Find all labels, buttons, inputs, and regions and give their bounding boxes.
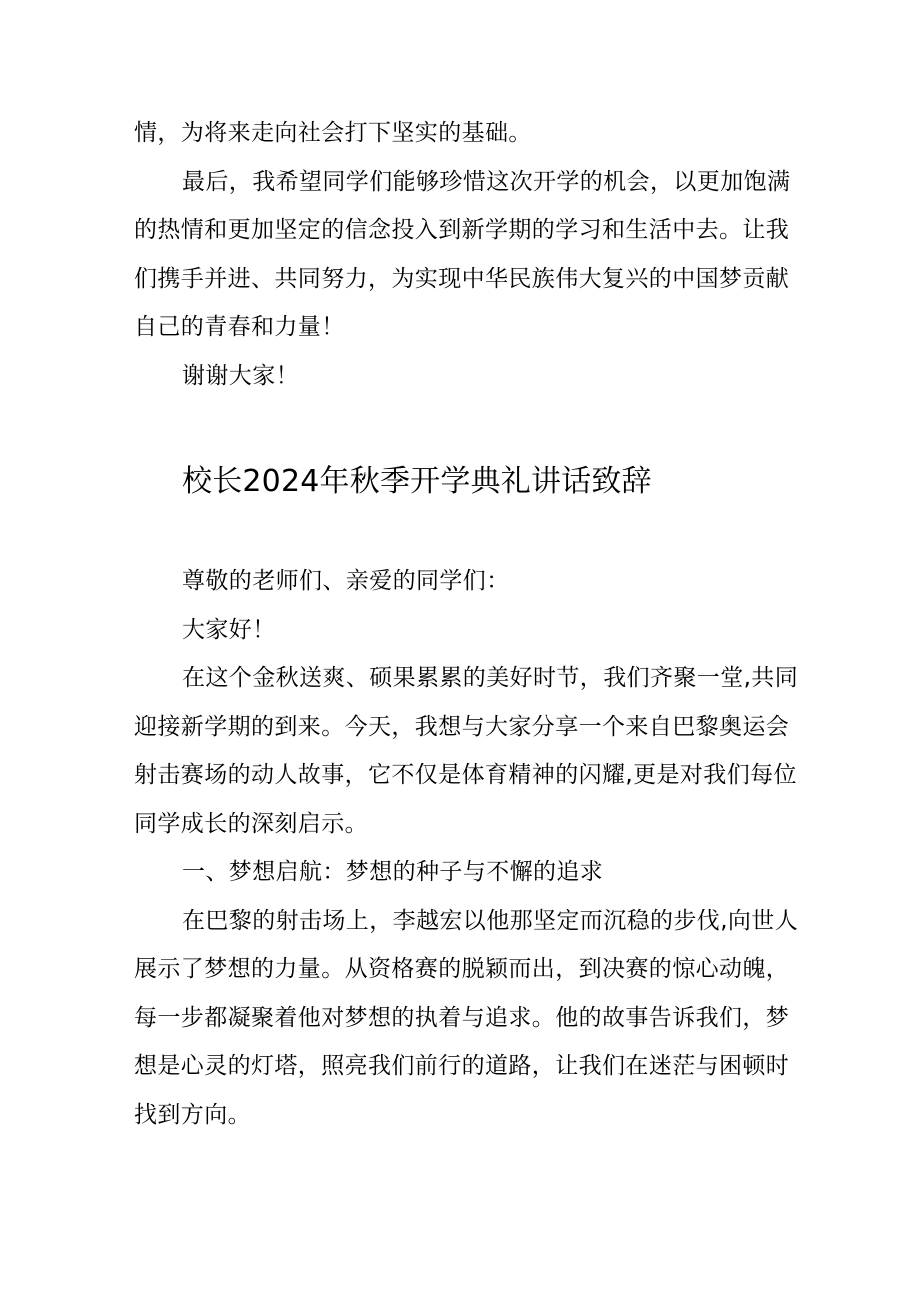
closing-paragraph-line-2: 的热情和更加坚定的信念投入到新学期的学习和生活中去。让我 xyxy=(134,217,790,243)
continuation-line: 情，为将来走向社会打下坚实的基础。 xyxy=(134,120,532,146)
section-heading-1: 一、梦想启航：梦想的种子与不懈的追求 xyxy=(182,859,604,885)
intro-paragraph-line-4: 同学成长的深刻启示。 xyxy=(134,811,368,837)
intro-paragraph-line-2: 迎接新学期的到来。今天，我想与大家分享一个来自巴黎奥运会 xyxy=(134,714,790,740)
closing-paragraph-line-3: 们携手并进、共同努力，为实现中华民族伟大复兴的中国梦贡献 xyxy=(134,266,790,292)
closing-paragraph-line-4: 自己的青春和力量！ xyxy=(134,314,345,340)
closing-paragraph-line-1: 最后，我希望同学们能够珍惜这次开学的机会，以更加饱满 xyxy=(182,169,791,195)
section1-paragraph-line-2: 展示了梦想的力量。从资格赛的脱颖而出，到决赛的惊心动魄， xyxy=(134,956,790,982)
intro-paragraph-line-1: 在这个金秋送爽、硕果累累的美好时节，我们齐聚一堂,共同 xyxy=(182,665,799,691)
thanks-line: 谢谢大家！ xyxy=(182,363,299,389)
section1-paragraph-line-1: 在巴黎的射击场上，李越宏以他那坚定而沉稳的步伐,向世人 xyxy=(182,908,799,934)
section1-paragraph-line-5: 找到方向。 xyxy=(134,1102,251,1128)
speech-title: 校长2024年秋季开学典礼讲话致辞 xyxy=(182,464,652,499)
section1-paragraph-line-3: 每一步都凝聚着他对梦想的执着与追求。他的故事告诉我们，梦 xyxy=(134,1005,790,1031)
greeting: 大家好！ xyxy=(182,617,276,643)
section1-paragraph-line-4: 想是心灵的灯塔，照亮我们前行的道路，让我们在迷茫与困顿时 xyxy=(134,1053,790,1079)
salutation: 尊敬的老师们、亲爱的同学们： xyxy=(182,568,510,594)
intro-paragraph-line-3: 射击赛场的动人故事，它不仅是体育精神的闪耀,更是对我们每位 xyxy=(134,762,797,788)
